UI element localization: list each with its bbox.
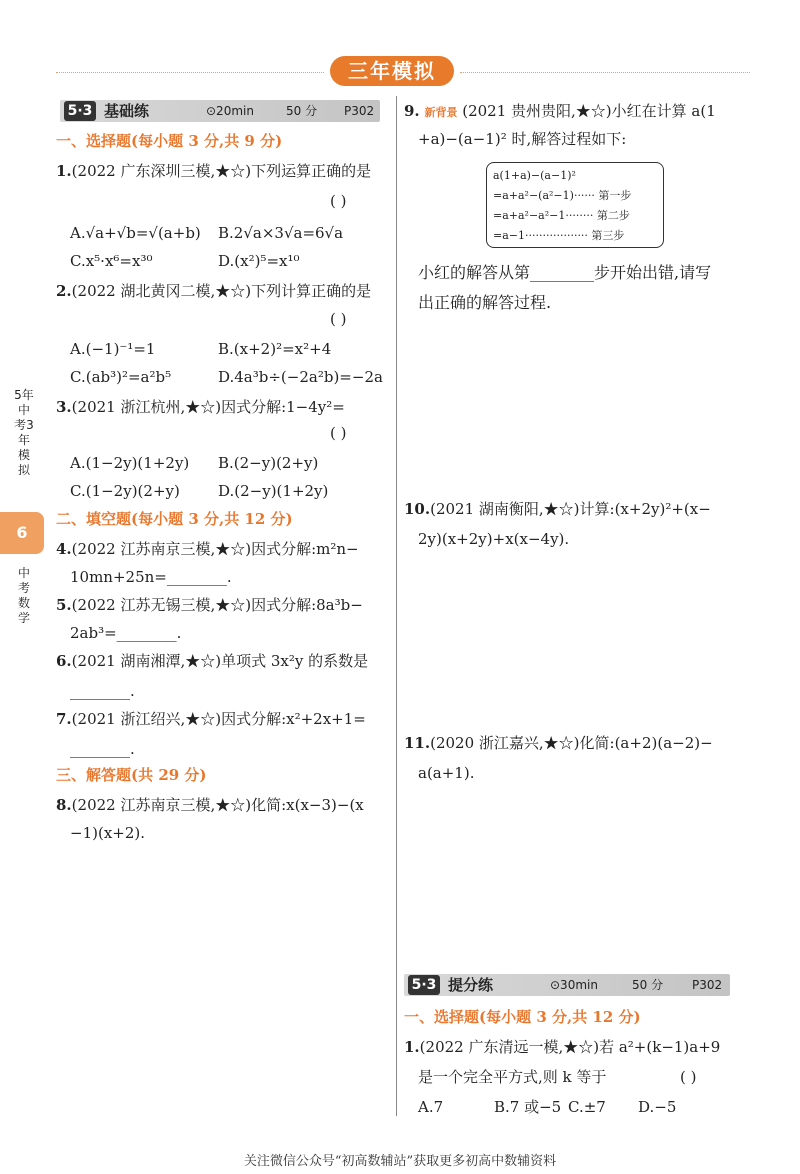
section-header-basic — [60, 100, 380, 122]
question-text: (2021 浙江绍兴,★☆)因式分解:x²+2x+1= — [71, 710, 366, 728]
section-badge: 5·3 — [408, 975, 440, 995]
question-6 — [56, 650, 386, 672]
answer-paren: ( ) — [330, 192, 347, 210]
sidebar-book-title: 5年中考3年模拟 — [14, 388, 34, 477]
question-advanced-1-cont: 是一个完全平方式,则 k 等于 — [418, 1068, 607, 1086]
section-badge: 5·3 — [64, 101, 96, 121]
question-9-prompt: 小红的解答从第________步开始出错,请写 — [418, 263, 712, 282]
solution-box — [486, 162, 664, 248]
section-score: 50 分 — [286, 104, 318, 118]
section-title: 基础练 — [104, 102, 150, 120]
section-ref: P302 — [344, 104, 375, 118]
top-rule-left — [56, 72, 324, 73]
heading-solve: 三、解答题(共 29 分) — [56, 766, 207, 784]
heading-choice: 一、选择题(每小题 3 分,共 9 分) — [56, 132, 283, 150]
question-number: 9. — [404, 102, 420, 120]
heading-fill: 二、填空题(每小题 3 分,共 12 分) — [56, 510, 293, 528]
question-number: 11. — [404, 734, 431, 752]
question-9-cont: +a)−(a−1)² 时,解答过程如下: — [418, 130, 627, 148]
sidebar-chapter-tab: 6 — [0, 512, 44, 554]
question-text: (2022 湖北黄冈二模,★☆)下列计算正确的是 — [71, 282, 372, 300]
option-b: B.7 或−5 — [494, 1098, 562, 1116]
question-5 — [56, 594, 386, 616]
answer-paren: ( ) — [680, 1068, 697, 1086]
question-text: (2022 广东清远一模,★☆)若 a²+(k−1)a+9 — [419, 1038, 721, 1056]
solution-line: =a+a²−(a²−1)······ 第一步 — [493, 189, 632, 202]
solution-line: =a−1·················· 第三步 — [493, 229, 625, 242]
question-number: 8. — [56, 796, 72, 814]
question-7 — [56, 708, 386, 730]
question-4 — [56, 538, 386, 560]
question-6-cont: ________. — [70, 682, 135, 700]
question-advanced-1 — [404, 1036, 744, 1058]
question-text: (2021 贵州贵阳,★☆)小红在计算 a(1 — [462, 102, 716, 120]
question-number: 2. — [56, 282, 72, 300]
question-5-cont: 2ab³=________. — [70, 624, 182, 642]
question-text: (2021 浙江杭州,★☆)因式分解:1−4y²= — [71, 398, 345, 416]
answer-paren: ( ) — [330, 424, 347, 442]
section-time: ⊙30min — [550, 978, 598, 992]
question-number: 3. — [56, 398, 72, 416]
section-ref: P302 — [692, 978, 723, 992]
question-9 — [404, 100, 734, 124]
question-text: (2021 湖南衡阳,★☆)计算:(x+2y)²+(x− — [430, 500, 711, 518]
solution-line: a(1+a)−(a−1)² — [493, 169, 576, 182]
question-text: (2020 浙江嘉兴,★☆)化简:(a+2)(a−2)− — [430, 734, 713, 752]
question-text: (2022 广东深圳三模,★☆)下列运算正确的是 — [71, 162, 372, 180]
heading-choice-2: 一、选择题(每小题 3 分,共 12 分) — [404, 1008, 641, 1026]
option-c: C.(1−2y)(2+y) — [70, 482, 180, 500]
section-title: 提分练 — [448, 976, 494, 994]
question-number: 1. — [404, 1038, 420, 1056]
question-11 — [404, 732, 744, 754]
option-d: D.4a³b÷(−2a²b)=−2a — [218, 368, 383, 386]
option-d: D.−5 — [638, 1098, 677, 1116]
option-c: C.±7 — [568, 1098, 606, 1116]
option-d: D.(2−y)(1+2y) — [218, 482, 329, 500]
question-text: (2021 湖南湘潭,★☆)单项式 3x²y 的系数是 — [71, 652, 369, 670]
sidebar-subject: 中考数学 — [17, 566, 30, 625]
question-8-cont: −1)(x+2). — [70, 824, 146, 842]
option-b: B.2√a×3√a=6√a — [218, 224, 344, 242]
question-number: 4. — [56, 540, 72, 558]
option-c: C.x⁵·x⁶=x³⁰ — [70, 252, 153, 270]
question-9-prompt-cont: 出正确的解答过程. — [418, 293, 552, 312]
section-header-advanced — [404, 974, 730, 996]
top-rule-right — [460, 72, 750, 73]
question-number: 6. — [56, 652, 72, 670]
answer-paren: ( ) — [330, 310, 347, 328]
column-divider — [396, 96, 397, 1116]
option-d: D.(x²)⁵=x¹⁰ — [218, 252, 300, 270]
question-number: 7. — [56, 710, 72, 728]
footer-note: 关注微信公众号“初高数辅站”获取更多初高中数辅资料 — [243, 1154, 557, 1169]
question-4-cont: 10mn+25n=________. — [70, 568, 232, 586]
option-a: A.√a+√b=√(a+b) — [70, 224, 201, 242]
question-text: (2022 江苏南京三模,★☆)因式分解:m²n− — [71, 540, 359, 558]
new-context-tag: 新背景 — [424, 106, 458, 119]
question-number: 10. — [404, 500, 431, 518]
question-3 — [56, 396, 386, 418]
question-text: (2022 江苏南京三模,★☆)化简:x(x−3)−(x — [71, 796, 364, 814]
question-10-cont: 2y)(x+2y)+x(x−4y). — [418, 530, 570, 548]
option-a: A.(1−2y)(1+2y) — [70, 454, 190, 472]
question-7-cont: ________. — [70, 740, 135, 758]
option-a: A.(−1)⁻¹=1 — [70, 340, 156, 358]
question-11-cont: a(a+1). — [418, 764, 475, 782]
solution-line: =a+a²−a²−1········ 第二步 — [493, 209, 630, 222]
chapter-banner: 三年模拟 — [330, 56, 454, 86]
question-8 — [56, 794, 386, 816]
section-score: 50 分 — [632, 978, 664, 992]
question-10 — [404, 498, 744, 520]
question-1 — [56, 160, 386, 182]
option-a: A.7 — [418, 1098, 444, 1116]
question-number: 1. — [56, 162, 72, 180]
option-b: B.(x+2)²=x²+4 — [218, 340, 332, 358]
option-b: B.(2−y)(2+y) — [218, 454, 319, 472]
question-number: 5. — [56, 596, 72, 614]
question-2 — [56, 280, 386, 302]
question-text: (2022 江苏无锡三模,★☆)因式分解:8a³b− — [71, 596, 363, 614]
section-time: ⊙20min — [206, 104, 254, 118]
option-c: C.(ab³)²=a²b⁵ — [70, 368, 172, 386]
